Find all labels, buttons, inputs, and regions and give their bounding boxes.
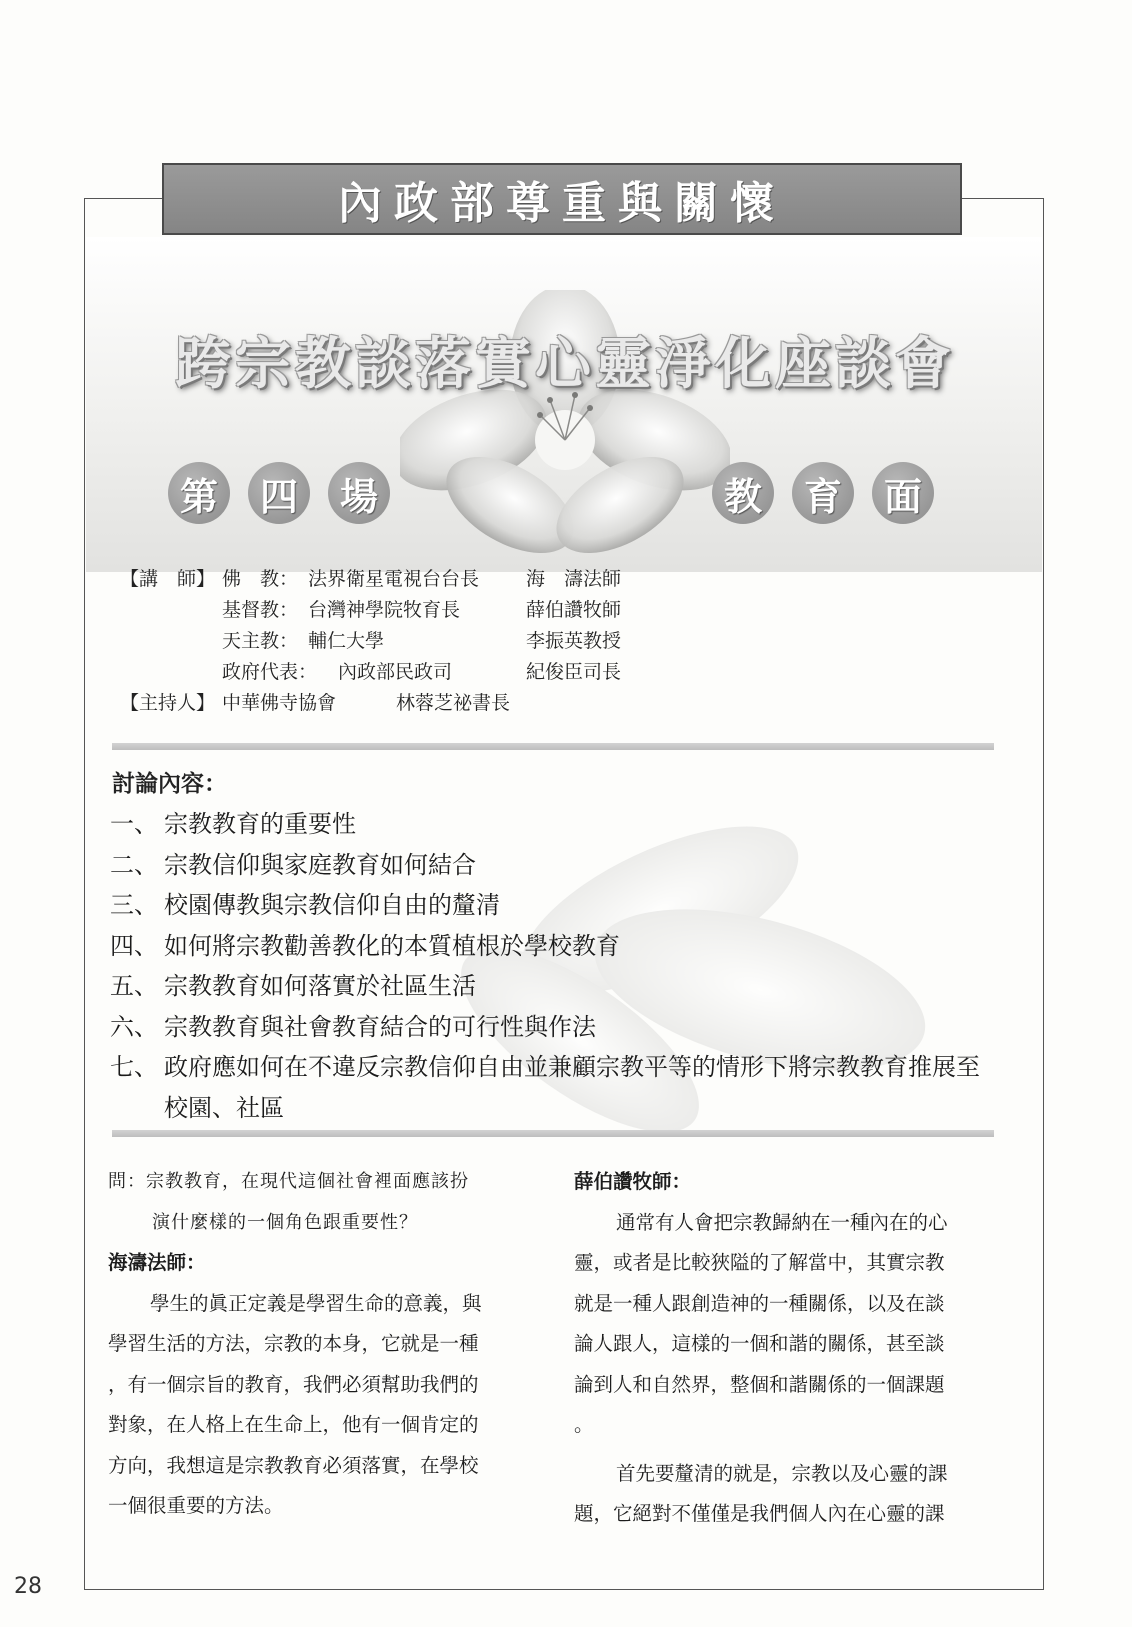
text-line: 論人跟人，這樣的一個和諧的關係，甚至談 (574, 1332, 945, 1355)
speaker-religion: 基督教： (222, 599, 299, 621)
banner-title: 內政部尊重與關懷 (338, 178, 786, 229)
event-title: 跨宗教談落實心靈淨化座談會 (175, 331, 955, 397)
session-char: 第 (168, 462, 230, 524)
list-item (110, 966, 1000, 1007)
question-line: 問：宗教教育，在現代這個社會裡面應該扮 (108, 1171, 469, 1192)
item-number: 四、 (110, 931, 158, 960)
speaker-name: 李振英教授 (526, 630, 622, 652)
theme-label (712, 462, 934, 524)
page-number: 28 (14, 1574, 42, 1599)
speaker-org: 法界衛星電視台台長 (308, 568, 480, 590)
text-line: ，有一個宗旨的教育，我們必須幫助我們的 (108, 1372, 479, 1396)
speaker-org: 台灣神學院牧育長 (308, 599, 461, 621)
item-number: 五、 (110, 972, 158, 1000)
text-line: 靈，或者是比較狹隘的了解當中，其實宗教 (574, 1251, 945, 1274)
text-line (574, 1446, 994, 1454)
item-text: 宗教教育與社會教育結合的可行性與作法 (164, 1012, 596, 1041)
session-label (168, 462, 390, 524)
speaker-name: 薛伯讚牧師 (526, 599, 622, 621)
divider (112, 743, 994, 750)
speaker-religion: 佛 教： (222, 568, 299, 590)
text-line: 學習生活的方法，宗教的本身，它就是一種 (108, 1332, 479, 1355)
left-column (108, 1162, 528, 1527)
session-char: 四 (248, 462, 310, 524)
section-banner (162, 163, 962, 235)
speaker-name: 海 濤法師 (526, 568, 622, 590)
text-line: 首先要釐清的就是，宗教以及心靈的課 (616, 1461, 948, 1485)
item-text: 宗教信仰與家庭教育如何結合 (164, 850, 476, 879)
host-name: 林蓉芝祕書長 (396, 692, 511, 714)
divider (112, 1130, 994, 1137)
theme-char: 面 (872, 462, 934, 524)
list-item (110, 1007, 1000, 1048)
item-number: 一、 (110, 810, 158, 838)
discussion-heading: 討論內容： (112, 771, 227, 797)
speaker-bracket: 【講 師】 (120, 568, 216, 590)
speaker-religion: 政府代表： (222, 661, 318, 683)
theme-char: 育 (792, 462, 854, 524)
host-org: 中華佛寺協會 (222, 692, 337, 714)
text-line: 學生的眞正定義是學習生命的意義，與 (150, 1291, 482, 1315)
item-text: 宗教教育如何落實於社區生活 (164, 972, 476, 1000)
item-number: 七、 (110, 1053, 158, 1081)
session-char: 場 (328, 462, 390, 524)
discussion-list (110, 804, 1000, 1128)
text-line: 。 (574, 1413, 594, 1436)
text-line: 一個很重要的方法。 (108, 1494, 284, 1517)
text-line: 對象，在人格上在生命上，他有一個肯定的 (108, 1413, 479, 1436)
list-item (110, 1047, 1000, 1128)
item-text: 政府應如何在不違反宗教信仰自由並兼顧宗教平等的情形下將宗教教育推展至校園、社區 (164, 1053, 980, 1122)
speaker-label: 薛伯讚牧師： (574, 1170, 692, 1193)
question-line: 演什麼樣的一個角色跟重要性？ (152, 1211, 418, 1233)
item-text: 宗教教育的重要性 (164, 810, 356, 838)
speaker-name: 紀俊臣司長 (526, 661, 622, 683)
text-line: 通常有人會把宗教歸納在一種內在的心 (616, 1210, 948, 1234)
text-line: 論到人和自然界，整個和諧關係的一個課題 (574, 1372, 945, 1396)
text-line: 就是一種人跟創造神的一種關係，以及在談 (574, 1291, 945, 1315)
speaker-religion: 天主教： (222, 630, 299, 652)
list-item (110, 845, 1000, 886)
item-number: 六、 (110, 1012, 158, 1041)
host-bracket: 【主持人】 (120, 692, 216, 714)
text-line: 題，它絕對不僅僅是我們個人內在心靈的課 (574, 1502, 945, 1525)
theme-char: 教 (712, 462, 774, 524)
item-text: 校園傳教與宗教信仰自由的釐清 (164, 891, 500, 919)
text-line: 方向，我想這是宗教教育必須落實，在學校 (108, 1453, 479, 1477)
item-number: 二、 (110, 850, 158, 879)
speaker-label: 海濤法師： (108, 1251, 206, 1274)
speaker-org: 輔仁大學 (308, 630, 385, 652)
speaker-org: 內政部民政司 (338, 661, 453, 683)
list-item (110, 804, 1000, 845)
list-item (110, 926, 1000, 967)
item-number: 三、 (110, 891, 158, 919)
right-column (574, 1162, 994, 1535)
item-text: 如何將宗教勸善教化的本質植根於學校教育 (164, 931, 620, 960)
list-item (110, 885, 1000, 926)
